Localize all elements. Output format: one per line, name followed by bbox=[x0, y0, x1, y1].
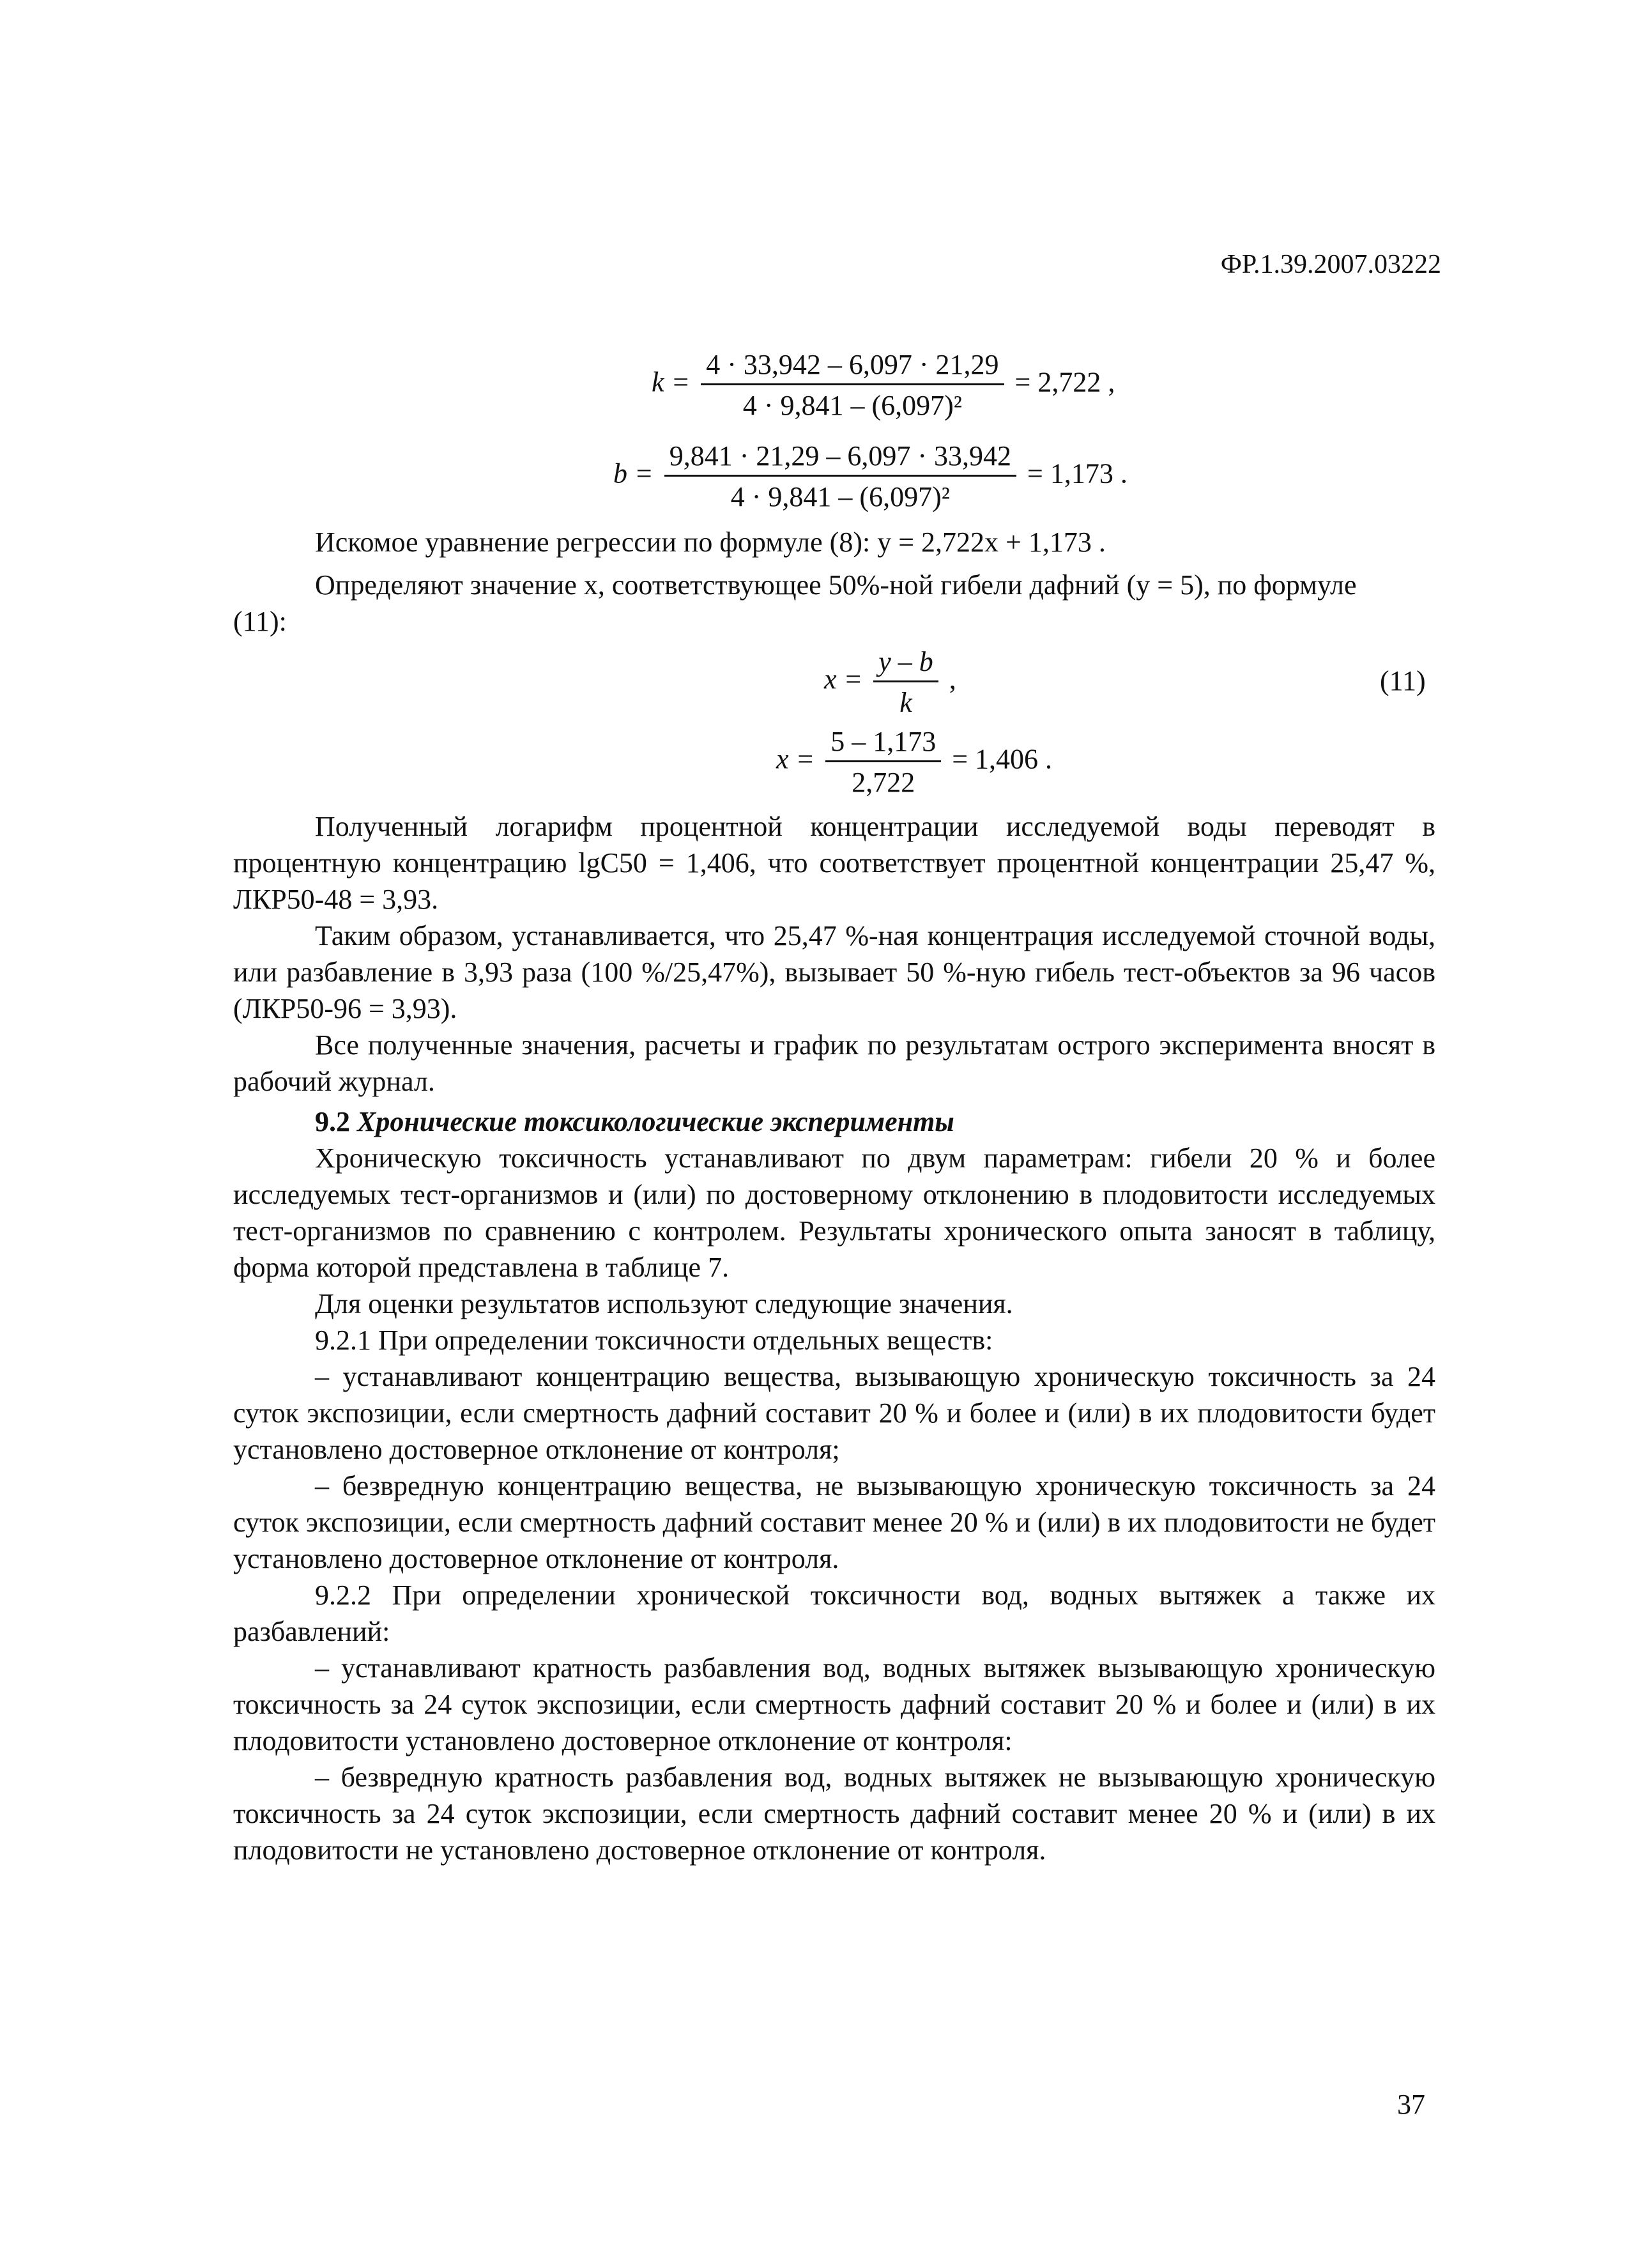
equation-k-rhs: = 2,722 , bbox=[1014, 366, 1115, 398]
main-body bbox=[233, 808, 1435, 1868]
paragraph-regression: Искомое уравнение регрессии по формуле (8): y = 2,722x + 1,173 . bbox=[315, 526, 1106, 558]
equation-b-lhs: b = bbox=[613, 457, 654, 489]
paragraph-chronic-toxicity: Хроническую токсичность устанавливают по двум параметрам: гибели 20 % и более исследуемых тест-организмов и (или) по достоверному отклонению в плодовитости исследуемых тест-организмов по сравнению с контролем. Результаты хронического опыта заносят в таблицу, форма которой представлена в таблице 7. bbox=[233, 1142, 1435, 1283]
list-item-harmless-concentration: – безвредную концентрацию вещества, не вызывающую хроническую токсичность за 24 суток экспозиции, если смертность дафний составит менее 20 % и (или) в их плодовитости не будет установлено достоверное отклонение от контроля. bbox=[233, 1470, 1435, 1574]
equation-b-rhs: = 1,173 . bbox=[1027, 457, 1128, 489]
paragraph-journal: Все полученные значения, расчеты и график по результатам острого эксперимента вносят в рабочий журнал. bbox=[233, 1029, 1435, 1097]
equation-x-lhs: x = bbox=[824, 663, 863, 695]
page-number: 37 bbox=[1397, 2089, 1425, 2120]
paragraph-conclusion: Таким образом, устанавливается, что 25,47 %-ная концентрация исследуемой сточной воды, или разбавление в 3,93 раза (100 %/25,47%), вызывает 50 %-ную гибель тест-объектов за 96 часов (ЛКР50-96 = 3,93). bbox=[233, 920, 1435, 1024]
list-item-dilution: – устанавливают кратность разбавления вод, водных вытяжек вызывающую хроническую токсичность за 24 суток экспозиции, если смертность дафний составит 20 % и более и (или) в их плодовитости установлено достоверное отклонение от контроля: bbox=[233, 1652, 1435, 1756]
section-number: 9.2 bbox=[315, 1106, 350, 1137]
paragraph-formula-ref: (11): bbox=[233, 606, 287, 637]
paragraph-logarithm: Полученный логарифм процентной концентрации исследуемой воды переводят в процентную концентрацию lgC50 = 1,406, что соответствует процентной концентрации 25,47 %, ЛКР50-48 = 3,93. bbox=[233, 811, 1435, 915]
equation-xv-numerator: 5 – 1,173 bbox=[830, 726, 937, 757]
section-title: Хронические токсикологические эксперименты bbox=[357, 1106, 954, 1137]
equation-xv-fraction bbox=[825, 725, 941, 799]
equation-k-numerator: 4 · 33,942 – 6,097 · 21,29 bbox=[706, 349, 999, 380]
equation-x-fraction bbox=[873, 645, 938, 719]
equation-k bbox=[652, 348, 1115, 422]
equation-number: (11) bbox=[1380, 665, 1426, 696]
list-item-harmless-dilution: – безвредную кратность разбавления вод, водных вытяжек не вызывающую хроническую токсичность за 24 суток экспозиции, если смертность дафний составит менее 20 % и (или) в их плодовитости не установлено достоверное отклонение от контроля. bbox=[233, 1762, 1435, 1866]
equation-b bbox=[613, 440, 1128, 513]
equation-x-formula bbox=[824, 645, 956, 719]
equation-k-fraction bbox=[701, 348, 1004, 422]
section-heading-9-2 bbox=[233, 1103, 1435, 1140]
list-item-concentration: – устанавливают концентрацию вещества, вызывающую хроническую токсичность за 24 суток экспозиции, если смертность дафний составит 20 % и более и (или) в их плодовитости будет установлено достоверное отклонение от контроля; bbox=[233, 1361, 1435, 1465]
equation-xv-rhs: = 1,406 . bbox=[952, 743, 1053, 775]
equation-k-lhs: k = bbox=[652, 366, 691, 398]
determine-x-paragraph bbox=[233, 567, 1435, 640]
paragraph-evaluation: Для оценки результатов используют следующие значения. bbox=[315, 1288, 1013, 1319]
equation-b-fraction bbox=[664, 440, 1016, 513]
equation-x-rhs: , bbox=[949, 663, 956, 695]
document-number: ФР.1.39.2007.03222 bbox=[1220, 250, 1441, 279]
paragraph-9-2-1: 9.2.1 При определении токсичности отдельных веществ: bbox=[315, 1325, 993, 1356]
regression-paragraph bbox=[233, 524, 1435, 560]
equation-xv-denominator: 2,722 bbox=[825, 760, 941, 799]
equation-xv-lhs: x = bbox=[776, 743, 815, 775]
equation-x-numerator: y – b bbox=[878, 646, 933, 677]
equation-k-denominator: 4 · 9,841 – (6,097)² bbox=[701, 383, 1004, 422]
equation-b-denominator: 4 · 9,841 – (6,097)² bbox=[664, 475, 1016, 513]
paragraph-9-2-2: 9.2.2 При определении хронической токсичности вод, водных вытяжек а также их разбавлений: bbox=[233, 1579, 1435, 1647]
equation-b-numerator: 9,841 · 21,29 – 6,097 · 33,942 bbox=[669, 440, 1012, 472]
paragraph-determine-x: Определяют значение x, соответствующее 50%-ной гибели дафний (y = 5), по формуле bbox=[315, 569, 1357, 601]
equation-x-denominator: k bbox=[873, 680, 938, 719]
equation-x-value bbox=[776, 725, 1052, 799]
